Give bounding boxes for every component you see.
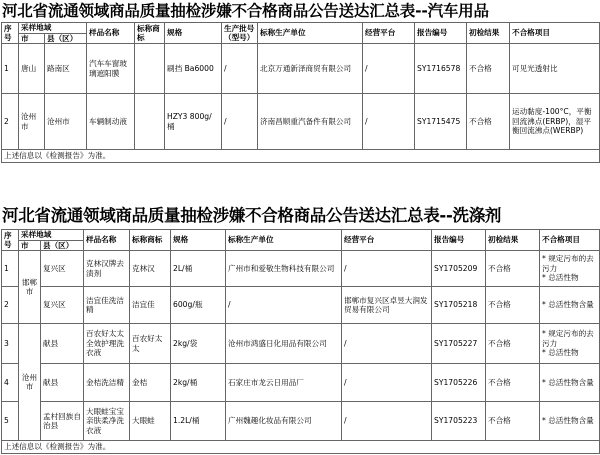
cell-city: 沧州市	[19, 94, 45, 150]
cell-county: 沧州市	[45, 94, 87, 150]
cell-product: 车辆制动液	[87, 94, 135, 150]
cell-city-group: 沧州市	[19, 324, 41, 441]
header-producer: 标称生产单位	[258, 23, 363, 44]
cell-report: SY1715475	[415, 94, 467, 150]
header-county: 县（区）	[45, 33, 87, 44]
cell-no: 1	[2, 251, 19, 287]
cell-county: 复兴区	[41, 287, 84, 324]
cell-brand	[135, 44, 165, 94]
cell-result: 不合格	[486, 364, 540, 402]
header-spec: 规格	[165, 23, 222, 44]
cell-result: 不合格	[486, 251, 540, 287]
cell-producer: 济南昌顺重汽备件有限公司	[258, 94, 363, 150]
cell-producer: 北京万通新泽商贸有限公司	[258, 44, 363, 94]
cell-brand	[135, 94, 165, 150]
table-detergent	[1, 229, 600, 454]
cell-platform: /	[342, 324, 432, 364]
cell-spec: 2kg/桶	[171, 364, 226, 402]
cell-report: SY1705226	[432, 364, 486, 402]
cell-product: 金桔洗洁精	[84, 364, 130, 402]
cell-report: SY1705227	[432, 324, 486, 364]
header-county: 县（区）	[41, 240, 84, 251]
table2-title: 河北省流通领域商品质量抽检涉嫌不合格商品公告送达汇总表--洗涤剂	[2, 206, 502, 225]
cell-spec: 1.2L/桶	[171, 402, 226, 441]
cell-failed: 可见光透射比	[510, 44, 600, 94]
table-row	[2, 287, 600, 324]
cell-failed: * 总活性物含量	[540, 287, 600, 324]
cell-failed: 运动黏度-100°C，平衡回流沸点(ERBP)，湿平衡回流沸点(WERBP)	[510, 94, 600, 150]
table2-footer-note: 上述信息以《检测报告》为准。	[2, 441, 600, 454]
header-product: 样品名称	[87, 23, 135, 44]
header-producer: 标称生产单位	[226, 230, 342, 251]
cell-failed: * 总活性物含量	[540, 402, 600, 441]
header-report: 报告编号	[432, 230, 486, 251]
header-brand: 标称商标	[130, 230, 171, 251]
cell-spec: 2L/桶	[171, 251, 226, 287]
cell-city: 唐山	[19, 44, 45, 94]
cell-producer: 广州市和爱敬生物科技有限公司	[226, 251, 342, 287]
header-city: 市	[19, 240, 41, 251]
cell-failed: * 总活性物含量	[540, 364, 600, 402]
cell-report: SY1705223	[432, 402, 486, 441]
cell-brand: 克林汉	[130, 251, 171, 287]
header-city: 市	[19, 33, 45, 44]
cell-producer: 石家庄市龙云日用品厂	[226, 364, 342, 402]
cell-spec: 2kg/袋	[171, 324, 226, 364]
header-brand: 标称商标	[135, 23, 165, 44]
cell-city-group: 邯郸市	[19, 251, 41, 324]
cell-no: 2	[2, 287, 19, 324]
header-platform: 经营平台	[363, 23, 415, 44]
cell-platform: 邯郸市复兴区卓昱大润发贸易有限公司	[342, 287, 432, 324]
table-row	[2, 324, 600, 364]
cell-report: SY1705218	[432, 287, 486, 324]
cell-county: 献县	[41, 364, 84, 402]
cell-no: 5	[2, 402, 19, 441]
table-row	[2, 251, 600, 287]
header-no: 序号	[2, 230, 19, 251]
cell-county: 孟村回族自治县	[41, 402, 84, 441]
cell-result: 不合格	[467, 44, 510, 94]
table-row	[2, 94, 600, 150]
cell-model: /	[222, 94, 258, 150]
cell-platform: /	[363, 44, 415, 94]
cell-product: 汽车车窗玻璃遮阳膜	[87, 44, 135, 94]
table-row	[2, 402, 600, 441]
table1-title: 河北省流通领域商品质量抽检涉嫌不合格商品公告送达汇总表--汽车用品	[2, 2, 489, 20]
header-failed: 不合格项目	[510, 23, 600, 44]
cell-result: 不合格	[486, 324, 540, 364]
cell-county: 复兴区	[41, 251, 84, 287]
cell-county: 路南区	[45, 44, 87, 94]
cell-result: 不合格	[486, 287, 540, 324]
header-product: 样品名称	[84, 230, 130, 251]
cell-brand: 金桔	[130, 364, 171, 402]
cell-product: 大眼蛙宝宝亲肤柔净洗衣液	[84, 402, 130, 441]
header-failed: 不合格项目	[540, 230, 600, 251]
cell-product: 洁宜佳洗洁精	[84, 287, 130, 324]
cell-result: 不合格	[486, 402, 540, 441]
header-model: 生产批号（型号）	[222, 23, 258, 44]
table-row	[2, 364, 600, 402]
cell-model: /	[222, 44, 258, 94]
header-area: 采样地域	[19, 230, 84, 241]
cell-brand: 洁宜佳	[130, 287, 171, 324]
cell-product: 百农好太太全效护理洗衣液	[84, 324, 130, 364]
cell-brand: 百农好太太	[130, 324, 171, 364]
table-row	[2, 44, 600, 94]
cell-product: 克林汉牌去渍剂	[84, 251, 130, 287]
cell-spec: 刷挡 Ba6000	[165, 44, 222, 94]
cell-platform: /	[342, 251, 432, 287]
cell-failed: * 规定污布的去污力 * 总活性物	[540, 324, 600, 364]
cell-producer: /	[226, 287, 342, 324]
cell-producer: 广州魏趣化妆品有限公司	[226, 402, 342, 441]
cell-failed: * 规定污布的去污力 * 总活性物	[540, 251, 600, 287]
cell-no: 3	[2, 324, 19, 364]
header-spec: 规格	[171, 230, 226, 251]
cell-platform: /	[342, 402, 432, 441]
header-result: 初检结果	[467, 23, 510, 44]
cell-result: 不合格	[467, 94, 510, 150]
cell-platform: /	[363, 94, 415, 150]
cell-county: 献县	[41, 324, 84, 364]
cell-report: SY1716578	[415, 44, 467, 94]
header-result: 初检结果	[486, 230, 540, 251]
header-platform: 经营平台	[342, 230, 432, 251]
header-report: 报告编号	[415, 23, 467, 44]
cell-no: 2	[2, 94, 19, 150]
cell-no: 1	[2, 44, 19, 94]
table1-footer-note: 上述信息以《检测报告》为准。	[2, 150, 600, 163]
header-no: 序号	[2, 23, 19, 44]
cell-spec: 600g/瓶	[171, 287, 226, 324]
table-automotive	[1, 22, 600, 163]
cell-no: 4	[2, 364, 19, 402]
cell-producer: 沧州市鸿盛日化用品有限公司	[226, 324, 342, 364]
header-area: 采样地域	[19, 23, 87, 34]
cell-platform: /	[342, 364, 432, 402]
cell-brand: 大眼蛙	[130, 402, 171, 441]
cell-report: SY1705209	[432, 251, 486, 287]
cell-spec: HZY3 800g/桶	[165, 94, 222, 150]
